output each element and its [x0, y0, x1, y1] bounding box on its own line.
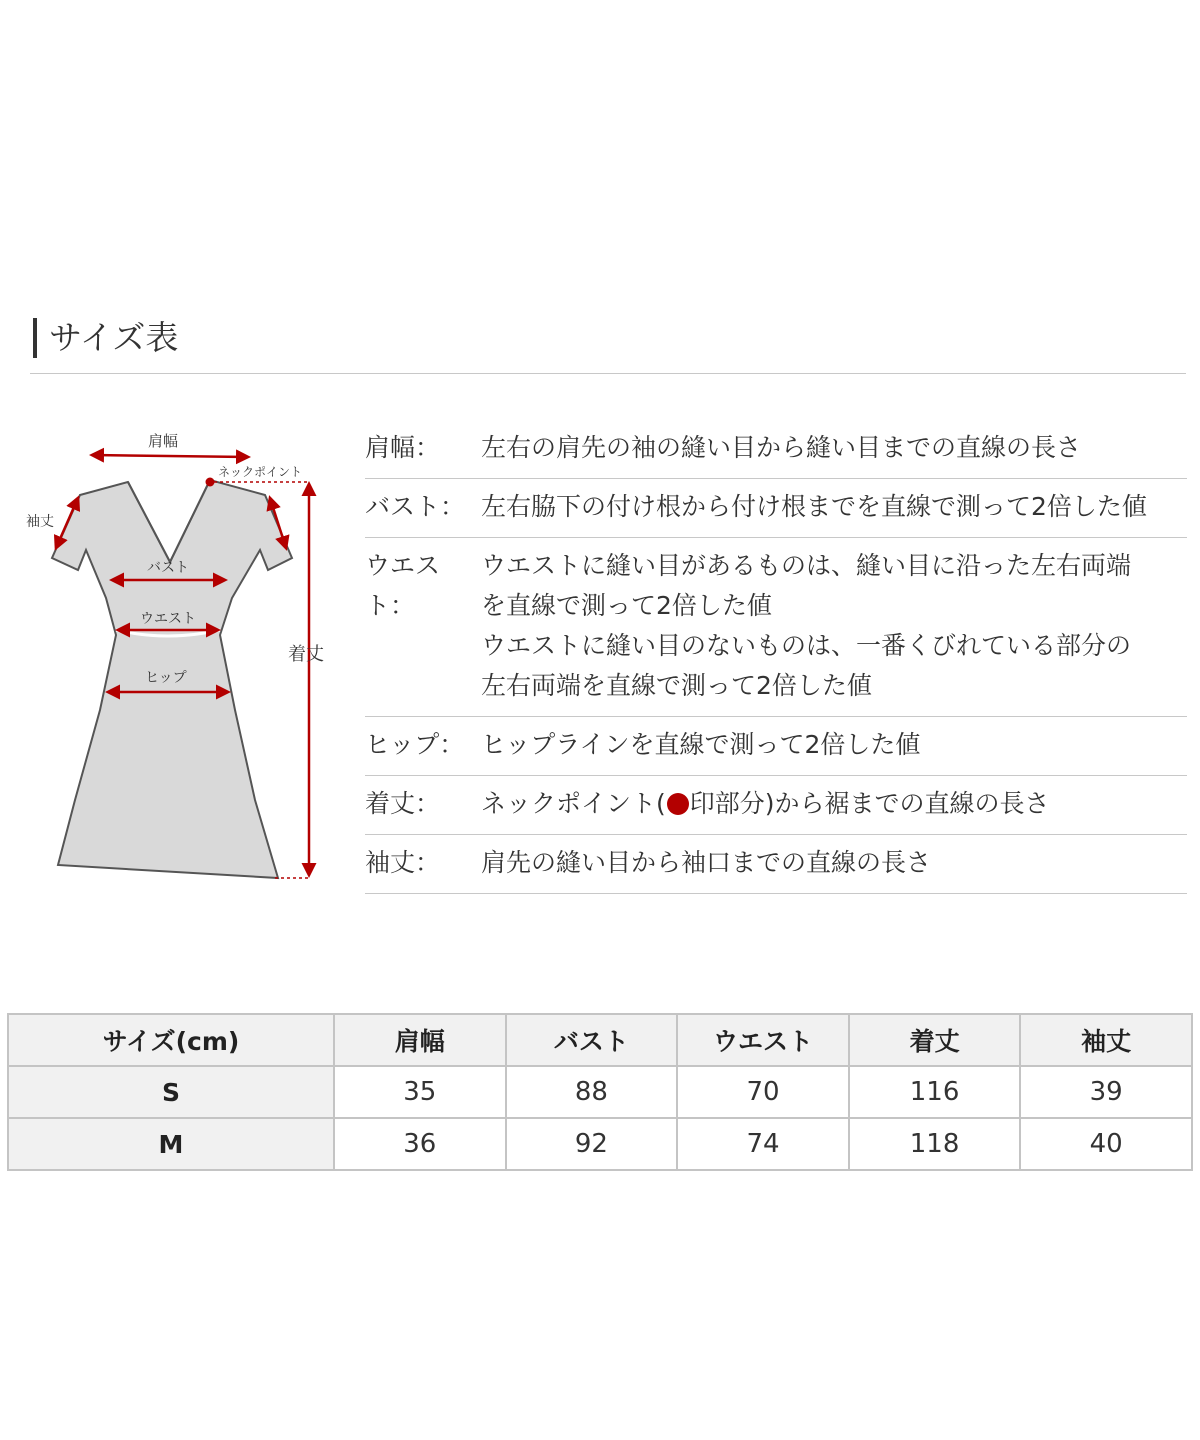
definition-term: 着丈：	[365, 789, 441, 818]
neck-point-dot	[206, 478, 215, 487]
table-cell: 116	[849, 1066, 1021, 1118]
definition-row-waist	[365, 538, 1187, 717]
table-cell: 39	[1020, 1066, 1192, 1118]
definition-line: ウエストに縫い目のないものは、一番くびれている部分の	[481, 631, 1132, 660]
column-header: ウエスト	[677, 1014, 849, 1066]
definition-line: 左右の肩先の袖の縫い目から縫い目までの直線の長さ	[481, 433, 1082, 462]
title-divider	[30, 373, 1186, 374]
table-cell: 35	[334, 1066, 506, 1118]
column-header: 肩幅	[334, 1014, 506, 1066]
definition-line: ヒップラインを直線で測って2倍した値	[481, 730, 921, 759]
definition-line: 肩先の縫い目から袖口までの直線の長さ	[481, 848, 932, 877]
definition-term: ヒップ：	[365, 730, 465, 759]
definition-text	[481, 546, 1187, 706]
sleeve-label: 袖丈	[26, 514, 54, 530]
measurement-definitions	[365, 420, 1187, 894]
shoulder-label: 肩幅	[148, 432, 179, 450]
size-table	[7, 1013, 1193, 1171]
definition-line: ウエストに縫い目があるものは、縫い目に沿った左右両端	[481, 551, 1132, 580]
row-header: M	[8, 1118, 334, 1170]
definition-text	[481, 784, 1187, 824]
definition-text	[481, 843, 1187, 883]
definition-line: 印部分)から裾までの直線の長さ	[689, 789, 1050, 818]
neck-point-label: ネックポイント	[218, 465, 303, 479]
definition-term: バスト：	[365, 492, 466, 521]
neck-point-marker-icon	[667, 793, 689, 815]
definition-text	[481, 487, 1187, 527]
column-header: 着丈	[849, 1014, 1021, 1066]
definition-term: ウエスト：	[365, 551, 441, 620]
definition-term: 肩幅：	[365, 433, 441, 462]
definition-text	[481, 725, 1187, 765]
column-header: バスト	[506, 1014, 678, 1066]
length-label: 着丈	[288, 644, 324, 665]
column-header: 袖丈	[1020, 1014, 1192, 1066]
table-cell: 92	[506, 1118, 678, 1170]
garment-diagram	[20, 420, 340, 890]
table-cell: 118	[849, 1118, 1021, 1170]
row-header: S	[8, 1066, 334, 1118]
table-cell: 74	[677, 1118, 849, 1170]
page-title: サイズ表	[33, 318, 178, 358]
definition-row-sleeve	[365, 835, 1187, 894]
table-header-row	[8, 1014, 1192, 1066]
definition-row-shoulder	[365, 420, 1187, 479]
table-cell: 70	[677, 1066, 849, 1118]
table-cell: 88	[506, 1066, 678, 1118]
column-header: サイズ(cm)	[8, 1014, 334, 1066]
definition-text	[481, 428, 1187, 468]
definition-line: ネックポイント(	[481, 789, 666, 818]
table-cell: 40	[1020, 1118, 1192, 1170]
definition-term: 袖丈：	[365, 848, 441, 877]
hip-label: ヒップ	[145, 670, 187, 686]
definition-line: 左右両端を直線で測って2倍した値	[481, 671, 872, 700]
table-row	[8, 1066, 1192, 1118]
definition-row-hip	[365, 717, 1187, 776]
definition-line: 左右脇下の付け根から付け根までを直線で測って2倍した値	[481, 492, 1147, 521]
shoulder-arrow	[92, 455, 248, 457]
definition-row-length	[365, 776, 1187, 835]
waist-label: ウエスト	[140, 611, 196, 627]
definition-line: を直線で測って2倍した値	[481, 591, 772, 620]
table-row	[8, 1118, 1192, 1170]
bust-label: バスト	[147, 560, 189, 576]
definition-row-bust	[365, 479, 1187, 538]
table-cell: 36	[334, 1118, 506, 1170]
